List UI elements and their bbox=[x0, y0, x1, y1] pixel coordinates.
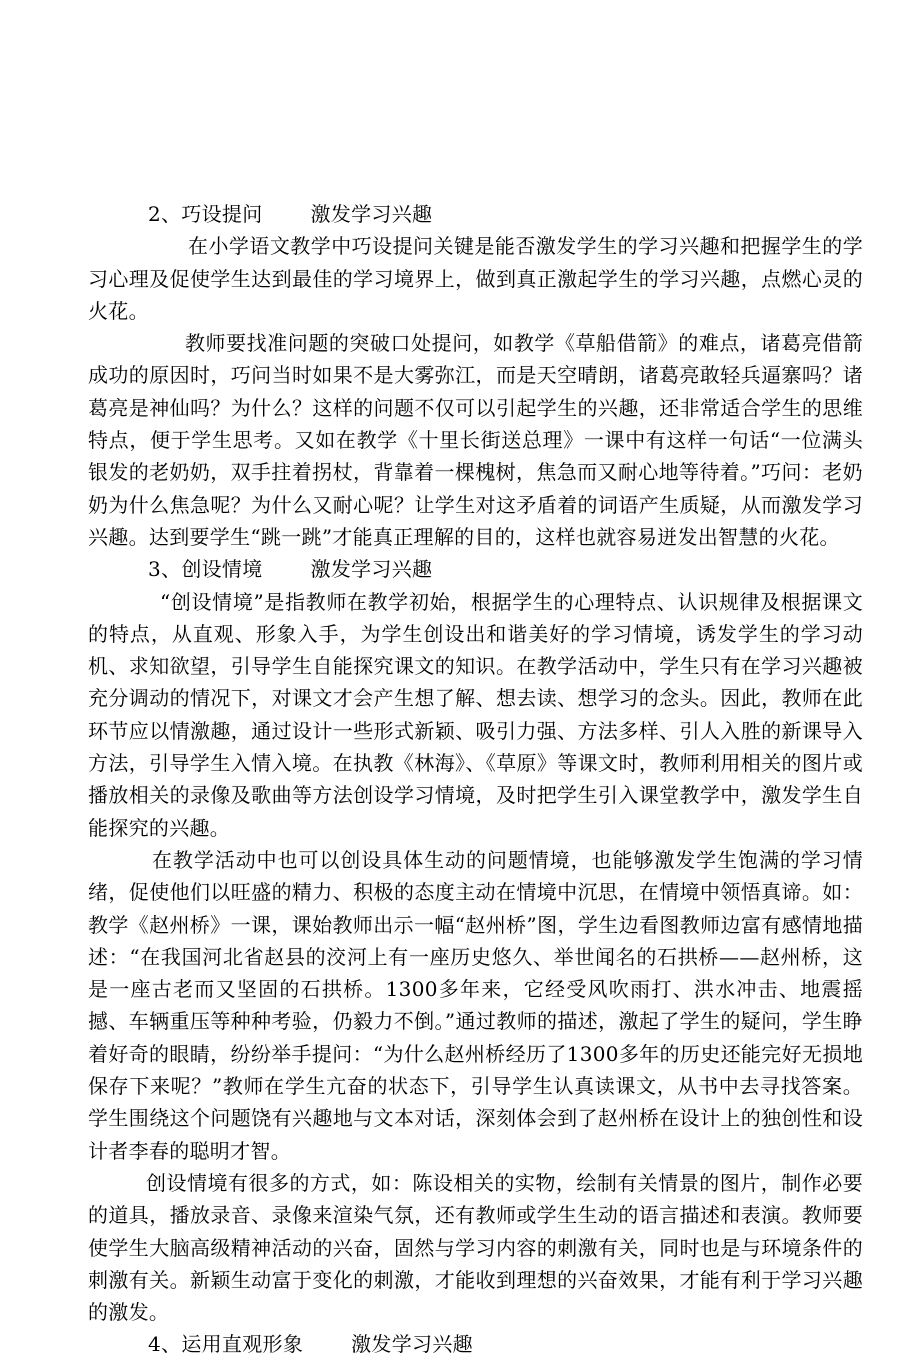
section-3-paragraph-1: “创设情境”是指教师在教学初始，根据学生的心理特点、认识规律及根据课文的特点，从直观、形象入手，为学生创设出和谐美好的学习情境，诱发学生的学习动机、求知欲望，引导学生自能探究课文的知识。在教学活动中，学生只有在学习兴趣被充分调动的情况下，对课文才会产生想了解、想去读、想学习的念头。因此，教师在此环节应以情激趣，通过设计一些形式新颖、吸引力强、方法多样、引人入胜的新课导入方法，引导学生入情入境。在执教《林海》、《草原》等课文时，教师利用相关的图片或播放相关的录像及歌曲等方法创设学习情境，及时把学生引入课堂教学中，激发学生自能探究的兴趣。 bbox=[88, 589, 863, 840]
section-4-heading-title: 激发学习兴趣 bbox=[351, 1332, 473, 1357]
section-2-heading bbox=[88, 198, 863, 230]
section-2-heading-title: 激发学习兴趣 bbox=[310, 202, 433, 226]
section-3-paragraph-3: 创设情境有很多的方式，如：陈设相关的实物，绘制有关情景的图片，制作必要的道具，播放录音、录像来渲染气氛，还有教师或学生生动的语言描述和表演。教师要使学生大脑高级精神活动的兴奋，固然与学习内容的刺激有关，同时也是与环境条件的刺激有关。新颖生动富于变化的刺激，才能收到理想的兴奋效果，才能有利于学习兴趣的激发。 bbox=[88, 1170, 863, 1325]
section-4-heading-number: 4、运用直观形象 bbox=[148, 1332, 304, 1357]
document-body bbox=[88, 198, 863, 1361]
section-3-heading-title: 激发学习兴趣 bbox=[310, 557, 433, 582]
section-2-paragraph-1: 在小学语文教学中巧设提问关键是能否激发学生的学习兴趣和把握学生的学习心理及促使学生达到最佳的学习境界上，做到真正激起学生的学习兴趣，点燃心灵的火花。 bbox=[88, 234, 863, 323]
section-2-paragraph-2: 教师要找准问题的突破口处提问，如教学《草船借箭》的难点，诸葛亮借箭成功的原因时，巧问当时如果不是大雾弥江，而是天空晴朗，诸葛亮敢轻兵逼寨吗？诸葛亮是神仙吗？为什么？这样的问题不仅可以引起学生的兴趣，还非常适合学生的思维特点，便于学生思考。又如在教学《十里长街送总理》一课中有这样一句话“一位满头银发的老奶奶，双手拄着拐杖，背靠着一棵槐树，焦急而又耐心地等待着。”巧问：老奶奶为什么焦急呢？为什么又耐心呢？让学生对这矛盾着的词语产生质疑，从而激发学习兴趣。达到要学生“跳一跳”才能真正理解的目的，这样也就容易迸发出智慧的火花。 bbox=[88, 331, 863, 549]
section-4-heading bbox=[88, 1328, 863, 1360]
section-3-heading bbox=[88, 553, 863, 585]
section-3-heading-number: 3、创设情境 bbox=[148, 557, 263, 582]
section-3-paragraph-2: 在教学活动中也可以创设具体生动的问题情境，也能够激发学生饱满的学习情绪，促使他们以旺盛的精力、积极的态度主动在情境中沉思，在情境中领悟真谛。如：教学《赵州桥》一课，课始教师出示一幅“赵州桥”图，学生边看图教师边富有感情地描述：“在我国河北省赵县的洨河上有一座历史悠久、举世闻名的石拱桥——赵州桥，这是一座古老而又坚固的石拱桥。1300多年来，它经受风吹雨打、洪水冲击、地震摇撼、车辆重压等种种考验，仍毅力不倒。”通过教师的描述，激起了学生的疑问，学生睁着好奇的眼睛，纷纷举手提问：“为什么赵州桥经历了1300多年的历史还能完好无损地保存下来呢？”教师在学生亢奋的状态下，引导学生认真读课文，从书中去寻找答案。学生围绕这个问题饶有兴趣地与文本对话，深刻体会到了赵州桥在设计上的独创性和设计者李春的聪明才智。 bbox=[88, 847, 863, 1163]
section-2-heading-number: 2、巧设提问 bbox=[148, 202, 263, 226]
